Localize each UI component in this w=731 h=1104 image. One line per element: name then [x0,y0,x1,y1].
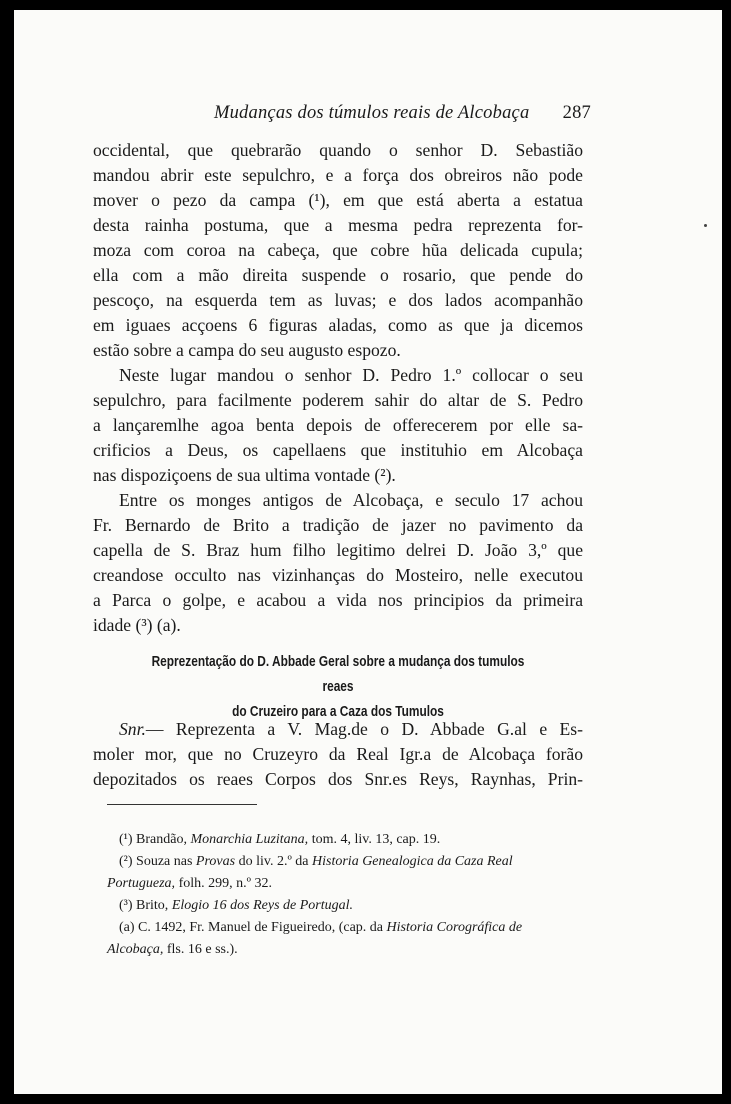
footnote-text: Brito, [136,898,169,913]
text-line: idade (³) (a). [93,615,181,635]
footnotes [107,829,577,961]
text-line: Entre os monges antigos de Alcobaça, e seculo 17 achou [119,490,583,510]
body-text [93,138,583,638]
footnote-ref: tom. 4, liv. 13, cap. 19. [311,832,441,847]
text-line: occidental, que quebrarão quando o senhor D. Sebastião [93,140,583,160]
footnote-text: C. 1492, Fr. Manuel de Figueiredo, (cap. da [138,920,383,935]
footnote-title: Historia Corográfica de Alcobaça, [107,920,523,957]
text-line: mandou abrir este sepulchro, e a força dos obreiros não pode [93,165,583,185]
footnote-mark: (¹) [119,832,133,847]
text-line: em iguaes acçoens 6 figuras aladas, como as que ja dicemos [93,315,583,335]
petition-line: — Reprezenta a V. Mag.de o D. Abbade G.al e Es- [145,719,583,739]
text-line: a lançaremlhe agoa benta depois de offerecerem por elle sa- [93,415,583,435]
text-line: capella de S. Braz hum filho legitimo delrei D. João 3,º que [93,540,583,560]
footnote-ref: folh. 299, n.º 32. [178,876,272,891]
page-number: 287 [562,103,591,123]
text-line: mover o pezo da campa (¹), em que está aberta a estatua [93,190,583,210]
running-header [214,103,591,124]
footnote-mark: (²) [119,854,133,869]
footnote-text: do liv. 2.º da [238,854,309,869]
footnote-text: Brandão, [136,832,187,847]
text-line: Neste lugar mandou o senhor D. Pedro 1.º collocar o seu [119,365,583,385]
text-line: pescoço, na esquerda tem as luvas; e dos lados acompanhão [93,290,583,310]
text-line: a Parca o golpe, e acabou a vida nos principios da primeira [93,590,583,610]
footnote-a [107,917,577,961]
footnote-3 [107,895,577,917]
footnote-text: Souza nas [136,854,193,869]
paragraph-1 [93,138,583,363]
footnote-title: Historia Genealogica da Caza Real Portugueza, [107,854,513,891]
footnote-1 [107,829,577,851]
section-heading-line: do Cruzeiro para a Caza dos Tumulos [232,704,444,720]
footnote-mark: (a) [119,920,135,935]
footnote-ref: fls. 16 e ss.). [166,942,238,957]
footnote-rule [107,804,257,805]
text-line: crificios a Deus, os capellaens que instituhio em Alcobaça [93,440,583,460]
section-heading [137,650,539,725]
footnote-2 [107,851,577,895]
text-line [93,717,583,742]
paragraph-3 [93,488,583,638]
text-line: desta rainha postuma, que a mesma pedra reprezenta for- [93,215,583,235]
text-line: ella com a mão direita suspende o rosario, que pende do [93,265,583,285]
text-line: moler mor, que no Cruzeyro da Real Igr.a de Alcobaça forão [93,744,583,764]
text-line: nas dispoziçoens de sua ultima vontade (²). [93,465,396,485]
footnote-mark: (³) [119,898,133,913]
running-title: Mudanças dos túmulos reais de Alcobaça [214,103,530,123]
text-line: moza com coroa na cabeça, que cobre hũa delicada cupula; [93,240,583,260]
paragraph-2 [93,363,583,488]
text-line: depozitados os reaes Corpos dos Snr.es Reys, Raynhas, Prin- [93,769,583,789]
footnote-title: Elogio 16 dos Reys de Portugal. [171,898,354,913]
footnote-title: Provas [195,854,236,869]
footnote-title: Monarchia Luzitana, [190,832,309,847]
text-line: Fr. Bernardo de Brito a tradição de jazer no pavimento da [93,515,583,535]
text-line: sepulchro, para facilmente poderem sahir do altar de S. Pedro [93,390,583,410]
salutation: Snr. [119,719,146,739]
section-heading-line: Reprezentação do D. Abbade Geral sobre a mudança dos tumulos reaes [151,654,525,695]
speck-mark [704,224,707,227]
text-line: creandose occulto nas vizinhanças do Mosteiro, nelle executou [93,565,583,585]
petition-text [93,717,583,792]
text-line: estão sobre a campa do seu augusto espozo. [93,340,401,360]
